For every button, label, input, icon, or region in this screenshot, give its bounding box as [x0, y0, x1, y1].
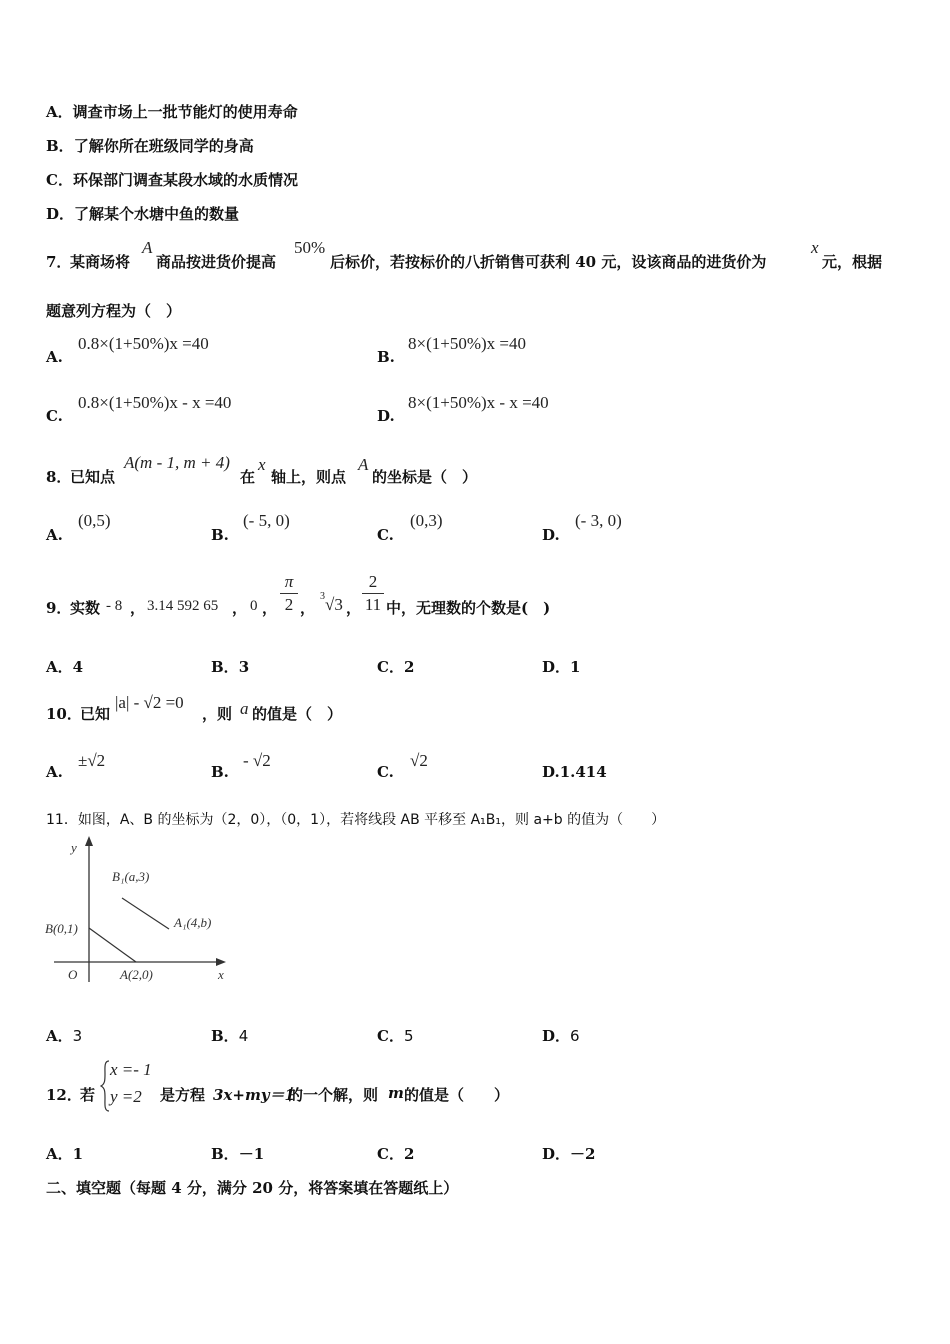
q10-text-1: 已知	[80, 705, 111, 723]
q9-sep-5: ，	[346, 599, 362, 617]
q12-eq-1: x =- 1	[110, 1060, 152, 1079]
q7-option-d-expr: 8×(1+50%)x - x =40	[408, 393, 549, 412]
q9-fraction-2-11	[362, 572, 384, 615]
q9-cbrt: √3	[325, 595, 343, 614]
q10-var-a: a	[240, 699, 249, 718]
q12-text-3: 的一个解，则	[288, 1086, 379, 1104]
q9-option-c: C．2	[377, 658, 415, 676]
q8-option-c-expr: (0,3)	[410, 511, 443, 530]
q10-text-3: 的值是（ ）	[252, 705, 343, 723]
y-axis-arrow	[85, 836, 93, 846]
q12-equation: 3x+my＝1	[213, 1086, 295, 1104]
q8-option-b-expr: (- 5, 0)	[243, 511, 290, 530]
q11-option-d: D．6	[542, 1027, 580, 1045]
label-origin: O	[68, 967, 78, 982]
q9-sep-2: ，	[232, 599, 248, 617]
label-a: A(2,0)	[120, 967, 153, 982]
q7-option-b-letter: B.	[377, 348, 395, 366]
q7-option-c-letter: C.	[46, 407, 63, 425]
q10-number: 10．	[46, 705, 82, 723]
q6-option-d: D．了解某个水塘中鱼的数量	[46, 205, 240, 223]
q8-option-d-expr: (- 3, 0)	[575, 511, 622, 530]
q8-axis: x	[258, 455, 266, 474]
q9-frac-numerator: 2	[368, 572, 378, 591]
segment-a1b1	[122, 898, 169, 929]
q12-brace	[100, 1060, 110, 1112]
q12-text-1: 若	[80, 1086, 96, 1104]
q7-text-4: 元，根据	[822, 253, 883, 271]
q8-option-c-letter: C.	[377, 526, 394, 544]
q8-text-3: 轴上，则点	[271, 468, 347, 486]
q11-text: 11．如图，A、B 的坐标为（2，0），（0，1），若将线段 AB 平移至 A₁B₁，则 a+b 的值为（ ）	[46, 812, 666, 828]
q11-option-c: C．5	[377, 1027, 414, 1045]
q9-option-a: A．4	[46, 658, 84, 676]
section-2-heading: 二、填空题（每题 4 分，满分 20 分，将答案填在答题纸上）	[46, 1179, 459, 1197]
q7-text-3: 后标价，若按标价的八折销售可获利 40 元，设该商品的进货价为	[330, 253, 767, 271]
label-x: x	[218, 967, 224, 982]
q9-text-2: 中，无理数的个数是( )	[386, 599, 551, 617]
q9-option-d: D．1	[542, 658, 581, 676]
segment-ab	[89, 928, 136, 962]
q12-option-a: A．1	[46, 1145, 84, 1163]
q9-pi-denominator: 2	[284, 595, 294, 614]
q9-pi-numerator: π	[284, 572, 294, 591]
q8-text-2: 在	[240, 468, 256, 486]
q7-percent: 50%	[294, 238, 326, 257]
q10-expr: |a| - √2 =0	[115, 693, 184, 712]
q8-option-d-letter: D.	[542, 526, 560, 544]
q9-num-3: 0	[250, 598, 258, 614]
q8-option-b-letter: B.	[211, 526, 229, 544]
q7-option-c-expr: 0.8×(1+50%)x - x =40	[78, 393, 232, 412]
q12-text-4: 的值是（ ）	[404, 1086, 510, 1104]
q7-option-b-expr: 8×(1+50%)x =40	[408, 334, 526, 353]
q7-text-1: 某商场将	[70, 253, 131, 271]
q7-line-2: 题意列方程为（ ）	[46, 302, 182, 320]
q10-option-b-expr: - √2	[243, 751, 271, 770]
q9-num-1: - 8	[106, 598, 123, 614]
q12-eq-2: y =2	[110, 1087, 142, 1106]
label-a1: A₁(4,b)	[174, 915, 212, 930]
q9-sep-1: ，	[130, 599, 146, 617]
q12-option-d: D．－2	[542, 1145, 596, 1163]
q8-text-4: 的坐标是（ ）	[372, 468, 478, 486]
label-b1: B₁(a,3)	[112, 869, 150, 884]
q10-option-a-letter: A.	[46, 763, 63, 781]
q8-option-a-expr: (0,5)	[78, 511, 111, 530]
q9-sep-3: ，	[262, 599, 278, 617]
q12-option-b: B．－1	[211, 1145, 265, 1163]
q12-number: 12．	[46, 1086, 82, 1104]
q9-sep-4: ，	[300, 599, 316, 617]
q8-text-1: 已知点	[70, 468, 116, 486]
q10-text-2: ，则	[202, 705, 233, 723]
q10-option-c-letter: C.	[377, 763, 394, 781]
q9-pi-fraction-bar	[280, 593, 298, 594]
q11-option-b: B．4	[211, 1027, 249, 1045]
q8-var-a: A	[358, 455, 369, 474]
q9-frac-denominator: 11	[364, 595, 382, 614]
q12-text-2: 是方程	[160, 1086, 206, 1104]
q8-option-a-letter: A.	[46, 526, 63, 544]
q6-option-c: C．环保部门调查某段水域的水质情况	[46, 171, 298, 189]
q9-cbrt-index: 3	[320, 591, 325, 602]
q6-option-a: A．调查市场上一批节能灯的使用寿命	[46, 103, 298, 121]
label-y: y	[71, 840, 77, 855]
q8-point: A(m - 1, m + 4)	[124, 453, 230, 472]
q9-text-1: 实数	[70, 599, 101, 617]
q9-number: 9．	[46, 599, 72, 617]
q12-var-m: m	[388, 1084, 404, 1102]
q7-text-2: 商品按进货价提高	[156, 253, 277, 271]
q11-coordinate-figure	[40, 832, 240, 992]
q9-option-b: B．3	[211, 658, 250, 676]
label-b: B(0,1)	[45, 921, 78, 936]
q10-option-c-expr: √2	[410, 751, 428, 770]
x-axis-arrow	[216, 958, 226, 966]
q12-option-c: C．2	[377, 1145, 415, 1163]
q7-var-x: x	[811, 238, 819, 257]
q10-option-a-expr: ±√2	[78, 751, 106, 770]
q10-option-b-letter: B.	[211, 763, 229, 781]
q9-fraction-pi	[280, 572, 298, 615]
q7-var-a: A	[142, 238, 153, 257]
q8-number: 8．	[46, 468, 72, 486]
q9-frac-bar	[362, 593, 384, 594]
q10-option-d: D.1.414	[542, 763, 607, 781]
q7-number: 7．	[46, 253, 72, 271]
q7-option-d-letter: D.	[377, 407, 395, 425]
q9-num-2: 3.14 592 65	[147, 598, 219, 614]
q7-option-a-letter: A.	[46, 348, 63, 366]
q6-option-b: B．了解你所在班级同学的身高	[46, 137, 254, 155]
q11-option-a: A．3	[46, 1027, 83, 1045]
q7-option-a-expr: 0.8×(1+50%)x =40	[78, 334, 209, 353]
